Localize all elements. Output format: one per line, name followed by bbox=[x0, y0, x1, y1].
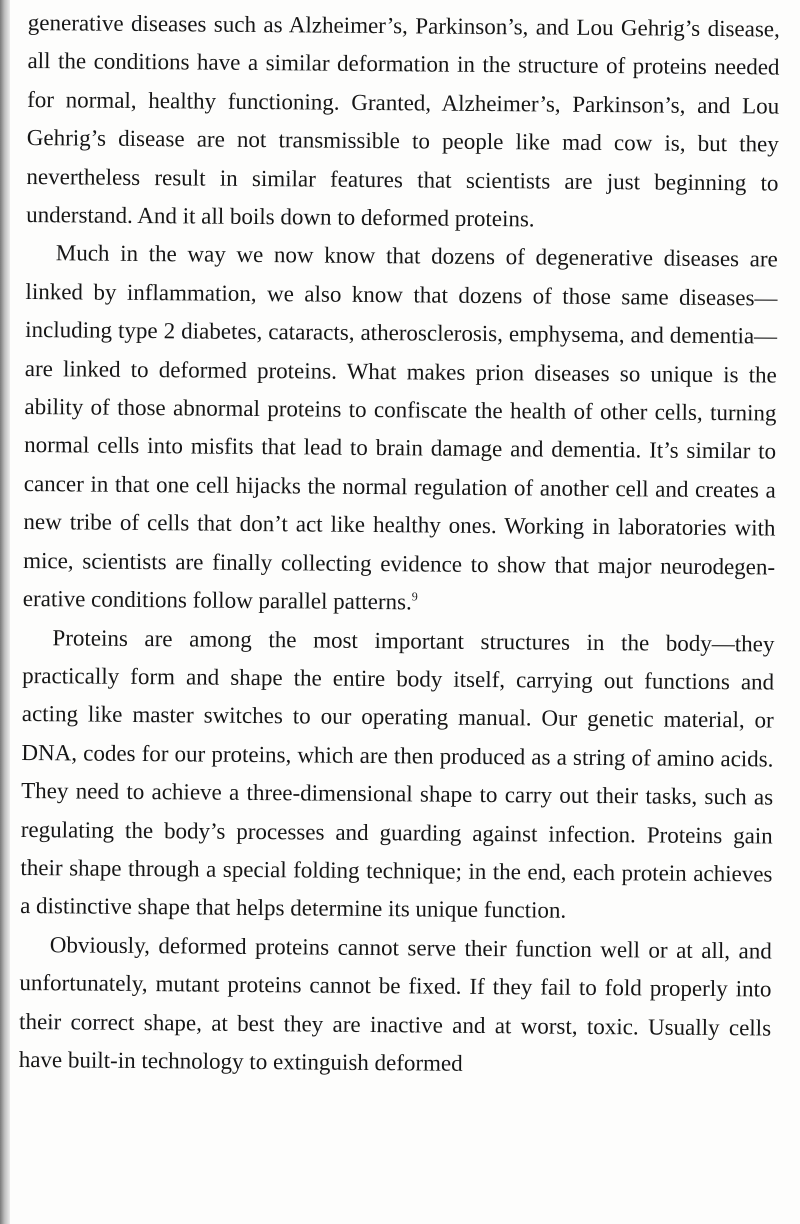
paragraph-3 bbox=[20, 618, 775, 932]
paragraph-1 bbox=[26, 4, 780, 241]
paragraph-2 bbox=[23, 234, 778, 625]
paragraph-1-text: generative diseases such as Alzheimer’s, Parkinson’s, and Lou Gehrig’s disease, all the conditions have a similar deformation in the structure of proteins needed for normal, healthy functioning. Granted, Alzheimer’s, Parkinson’s, and Lou Gehrig’s disease are not transmissible to people like mad cow is, but they nevertheless result in similar features that scientists are just beginning to understand. And it all boils down to deformed proteins. bbox=[26, 9, 780, 232]
paragraph-4-text: Obviously, deformed proteins cannot serve their function well or at all, and unfortunately, mutant proteins cannot be fixed. If they fail to fold properly into their correct shape, at best they are inactive and at worst, toxic. Usually cells have built-in technology to extinguish deformed bbox=[18, 931, 772, 1076]
paragraph-2-text: Much in the way we now know that dozens of degenerative diseases are linked by inflammation, we also know that dozens of those same diseases—including type 2 diabetes, cataracts, atherosclerosis, emphysema, and dementia—are linked to deformed proteins. What makes prion diseases so unique is the ability of those abnormal proteins to confiscate the health of other cells, turning normal cells into misfits that lead to brain damage and dementia. It’s similar to cancer in that one cell hijacks the normal regulation of another cell and creates a new tribe of cells that don’t act like healthy ones. Working in laboratories with mice, scientists are finally collecting evidence to show that major neurodegenerative conditions follow parallel patterns. bbox=[22, 240, 778, 615]
paragraph-3-text: Proteins are among the most important structures in the body—they practically form and shape the entire body itself, carrying out functions and acting like master switches to our operating manual. Our genetic material, or DNA, codes for our proteins, which are then produced as a string of amino acids. They need to achieve a three-dimensional shape to carry out their tasks, such as regulating the body’s processes and guarding against infection. Proteins gain their shape through a special folding technique; in the end, each protein achieves a distinctive shape that helps determine its unique function. bbox=[20, 624, 775, 924]
footnote-marker: 9 bbox=[411, 589, 418, 604]
page-gutter-shadow bbox=[0, 0, 10, 1224]
body-text bbox=[19, 4, 780, 1086]
paragraph-4 bbox=[19, 926, 772, 1086]
